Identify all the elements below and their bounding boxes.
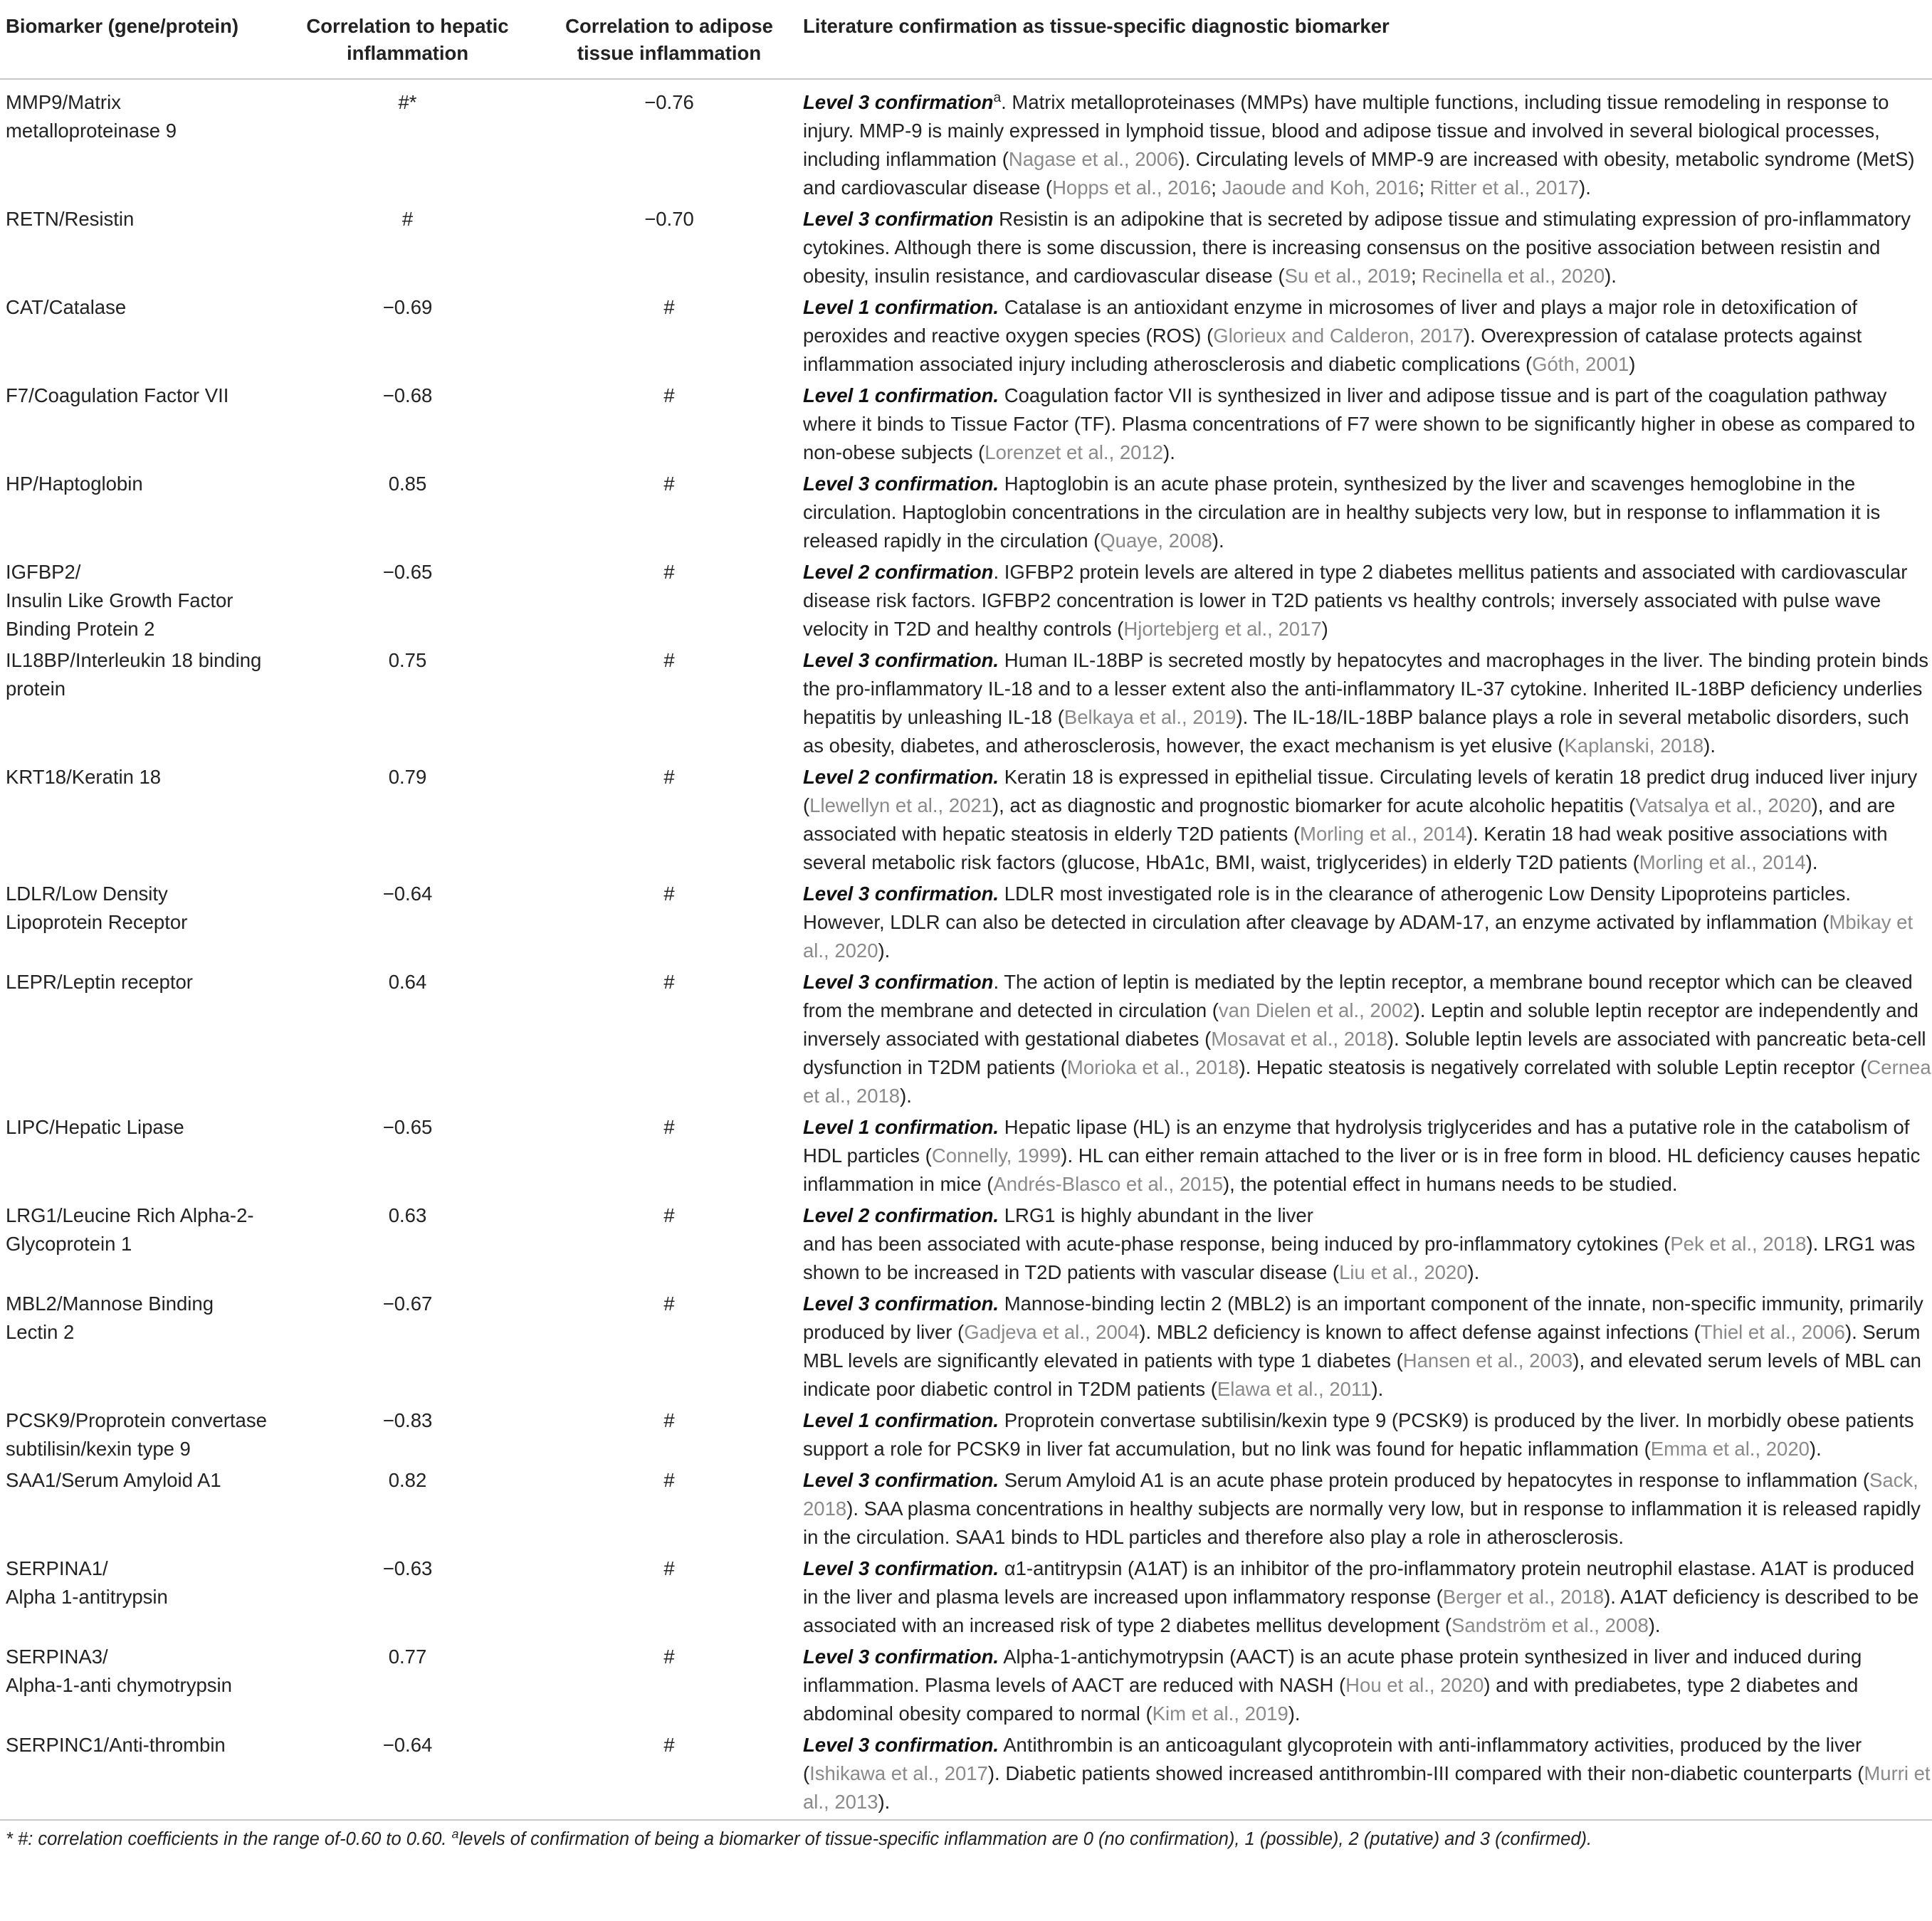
header-adipose-correlation: Correlation to adipose tissue inflammation	[541, 10, 797, 79]
hepatic-correlation: −0.63	[382, 1557, 433, 1579]
literature-confirmation	[797, 381, 1932, 470]
citation: Su et al., 2019	[1284, 265, 1411, 287]
literature-confirmation	[797, 1290, 1932, 1406]
text-segment: ). Serum MBL levels are significantly elevated in patients with type 1 diabetes (	[803, 1321, 1921, 1372]
superscript: a	[451, 1826, 459, 1841]
biomarker-table	[0, 10, 1932, 1852]
biomarker-name	[0, 558, 274, 646]
table-header	[0, 10, 1932, 79]
table-row	[0, 1290, 1932, 1406]
hepatic-correlation: #	[401, 208, 414, 230]
table-row	[0, 1731, 1932, 1820]
hepatic-correlation: −0.83	[382, 1409, 433, 1431]
adipose-correlation: #	[663, 1116, 675, 1138]
text-segment: Keratin 18 is expressed in epithelial tissue. Circulating levels of keratin 18 predict drug induced liver injury (	[803, 766, 1918, 816]
text-segment: ). Diabetic patients showed increased antithrombin-III compared with their non-diabetic counterparts (	[987, 1762, 1864, 1784]
header-biomarker: Biomarker (gene/protein)	[0, 10, 274, 79]
biomarker-name-text: RETN/Resistin	[6, 208, 135, 230]
footnote-row	[0, 1820, 1932, 1852]
adipose-correlation: #	[663, 1409, 675, 1431]
text-segment: * #: correlation coefficients in the range of-0.60 to 0.60.	[6, 1829, 452, 1849]
confirmation-level: Level 1 confirmation.	[803, 1409, 999, 1431]
text-segment: )	[1629, 353, 1636, 375]
biomarker-name	[0, 1643, 274, 1731]
adipose-correlation: #	[663, 1204, 675, 1226]
table-row	[0, 1201, 1932, 1290]
literature-confirmation	[797, 1731, 1932, 1820]
text-segment: ).	[1212, 530, 1224, 552]
adipose-correlation: #	[663, 561, 675, 583]
citation: Nagase et al., 2006	[1008, 148, 1179, 170]
hepatic-correlation: 0.82	[388, 1469, 427, 1491]
citation: Thiel et al., 2006	[1700, 1321, 1845, 1343]
superscript: a	[993, 90, 1002, 105]
citation: Cernea et al., 2018	[803, 1056, 1931, 1107]
confirmation-level: Level 3 confirmation.	[803, 1557, 999, 1579]
text-segment: ).	[1371, 1378, 1384, 1400]
text-segment: Serum Amyloid A1 is an acute phase protein produced by hepatocytes in response to inflammation (	[999, 1469, 1869, 1491]
text-segment: ). SAA plasma concentrations in healthy subjects are normally very low, but in response to inflammation it is released rapidly in the circulation. SAA1 binds to HDL particles and therefore also play a role in atherosclerosis.	[803, 1498, 1921, 1548]
adipose-correlation: −0.70	[644, 208, 694, 230]
table-row	[0, 293, 1932, 381]
citation: Morling et al., 2014	[1300, 823, 1466, 845]
adipose-correlation: #	[663, 1646, 675, 1668]
confirmation-level: Level 3 confirmation.	[803, 649, 999, 671]
adipose-correlation: #	[663, 296, 675, 318]
citation: Emma et al., 2020	[1650, 1438, 1810, 1460]
text-segment: ). Keratin 18 had weak positive associations with several metabolic risk factors (glucose, HbA1c, BMI, waist, triglycerides) in elderly T2D patients (	[803, 823, 1888, 873]
text-segment: ;	[1419, 177, 1430, 199]
citation: Morioka et al., 2018	[1066, 1056, 1239, 1078]
text-segment: Catalase is an antioxidant enzyme in microsomes of liver and plays a major role in detoxification of peroxides and reactive oxygen species (ROS) (	[803, 296, 1858, 347]
literature-confirmation	[797, 968, 1932, 1113]
table-row	[0, 470, 1932, 558]
literature-confirmation	[797, 558, 1932, 646]
text-segment: Coagulation factor VII is synthesized in liver and adipose tissue and is part of the coagulation pathway where it binds to Tissue Factor (TF). Plasma concentrations of F7 were shown to be significantly higher in obese as compared to non-obese subjects (	[803, 384, 1916, 463]
text-segment: ).	[900, 1085, 912, 1107]
literature-confirmation	[797, 1406, 1932, 1466]
biomarker-name	[0, 1406, 274, 1466]
text-segment: ), and are associated with hepatic steatosis in elderly T2D patients (	[803, 794, 1896, 845]
text-segment: ).	[1467, 1261, 1480, 1283]
text-segment: . IGFBP2 protein levels are altered in type 2 diabetes mellitus patients and associated with cardiovascular disease risk factors. IGFBP2 concentration is lower in T2D patients vs healthy controls; inversely associated with pulse wave velocity in T2D and healthy controls (	[803, 561, 1908, 640]
confirmation-level: Level 2 confirmation.	[803, 1204, 999, 1226]
text-segment: )	[1321, 618, 1328, 640]
literature-confirmation	[797, 79, 1932, 205]
adipose-correlation: #	[663, 766, 675, 788]
text-segment: ).	[1605, 265, 1617, 287]
citation: Hou et al., 2020	[1345, 1674, 1484, 1696]
biomarker-name	[0, 79, 274, 205]
biomarker-name	[0, 1113, 274, 1201]
literature-confirmation	[797, 1466, 1932, 1554]
text-segment: ). A1AT deficiency is described to be associated with an increased risk of type 2 diabetes mellitus development (	[803, 1586, 1919, 1636]
hepatic-correlation: −0.68	[382, 384, 433, 406]
citation: Gadjeva et al., 2004	[964, 1321, 1140, 1343]
biomarker-name-text: IL18BP/Interleukin 18 binding protein	[6, 649, 262, 700]
citation: Liu et al., 2020	[1339, 1261, 1468, 1283]
text-segment: ). HL can either remain attached to the liver or is in free form in blood. HL deficiency causes hepatic inflammation in mice (	[803, 1144, 1921, 1195]
hepatic-correlation: 0.77	[388, 1646, 427, 1668]
citation: Hansen et al., 2003	[1402, 1349, 1573, 1372]
table-row	[0, 880, 1932, 968]
confirmation-level: Level 2 confirmation	[803, 561, 994, 583]
citation: Berger et al., 2018	[1442, 1586, 1605, 1608]
text-segment: ), act as diagnostic and prognostic biomarker for acute alcoholic hepatitis (	[992, 794, 1636, 816]
citation: Murri et al., 2013	[803, 1762, 1931, 1813]
biomarker-name-text: LIPC/Hepatic Lipase	[6, 1116, 184, 1138]
text-segment: Antithrombin is an anticoagulant glycoprotein with anti-inflammatory activities, produced by the liver (	[803, 1734, 1862, 1784]
hepatic-correlation: 0.79	[388, 766, 427, 788]
header-literature-confirmation: Literature confirmation as tissue-specific diagnostic biomarker	[797, 10, 1932, 79]
hepatic-correlation: −0.64	[382, 1734, 433, 1756]
table-row	[0, 205, 1932, 293]
biomarker-name-text: IGFBP2/	[6, 561, 81, 583]
table-row	[0, 79, 1932, 205]
biomarker-name-text: SERPINC1/Anti-thrombin	[6, 1734, 226, 1756]
adipose-correlation: #	[663, 883, 675, 905]
table-row	[0, 381, 1932, 470]
biomarker-name	[0, 1554, 274, 1643]
adipose-correlation: #	[663, 384, 675, 406]
citation: Ritter et al., 2017	[1429, 177, 1580, 199]
table-row	[0, 763, 1932, 880]
citation: Vatsalya et al., 2020	[1635, 794, 1812, 816]
text-segment: ). Overexpression of catalase protects against inflammation associated injury including atherosclerosis and diabetic complications (	[803, 325, 1862, 375]
confirmation-level: Level 3 confirmation.	[803, 1646, 999, 1668]
biomarker-name-text: LEPR/Leptin receptor	[6, 971, 193, 993]
text-segment: Proprotein convertase subtilisin/kexin type 9 (PCSK9) is produced by the liver. In morbidly obese patients support a role for PCSK9 in liver fat accumulation, but no link was found for hepatic inflammation (	[803, 1409, 1914, 1460]
citation: Mbikay et al., 2020	[803, 911, 1913, 962]
citation: Sandström et al., 2008	[1451, 1614, 1649, 1636]
table-row	[0, 646, 1932, 763]
confirmation-level: Level 3 confirmation	[803, 91, 994, 113]
citation: Llewellyn et al., 2021	[809, 794, 993, 816]
text-segment: Human IL-18BP is secreted mostly by hepatocytes and macrophages in the liver. The binding protein binds the pro-inflammatory IL-18 and to a lesser extent also the anti-inflammatory IL-37 cytokine. Inherited IL-18BP deficiency underlies hepatitis by unleashing IL-18 (	[803, 649, 1929, 728]
confirmation-level: Level 2 confirmation.	[803, 766, 999, 788]
biomarker-name-text: SERPINA3/	[6, 1646, 108, 1668]
citation: Hjortebjerg et al., 2017	[1123, 618, 1322, 640]
text-segment: ).	[1648, 1614, 1661, 1636]
citation: Góth, 2001	[1532, 353, 1629, 375]
text-segment: ).	[1288, 1702, 1301, 1725]
literature-confirmation	[797, 880, 1932, 968]
citation: Kim et al., 2019	[1152, 1702, 1288, 1725]
literature-confirmation	[797, 763, 1932, 880]
table-body	[0, 79, 1932, 1820]
hepatic-correlation: 0.85	[388, 473, 427, 495]
header-hepatic-correlation: Correlation to hepatic inflammation	[274, 10, 541, 79]
text-segment: ).	[1579, 177, 1591, 199]
confirmation-level: Level 3 confirmation.	[803, 1293, 999, 1315]
text-segment: ).	[1809, 1438, 1822, 1460]
table-footer	[0, 1820, 1932, 1852]
citation: Belkaya et al., 2019	[1064, 706, 1237, 728]
confirmation-level: Level 3 confirmation	[803, 208, 994, 230]
text-segment: and has been associated with acute-phase response, being induced by pro-inflammatory cytokines (	[803, 1233, 1671, 1255]
biomarker-name-text: LDLR/Low Density Lipoprotein Receptor	[6, 883, 188, 933]
text-segment: LDLR most investigated role is in the clearance of atherogenic Low Density Lipoproteins particles. However, LDLR can also be detected in circulation after cleavage by ADAM-17, an enzyme activated by inflammation (	[803, 883, 1851, 933]
citation: Sack, 2018	[803, 1469, 1918, 1520]
literature-confirmation	[797, 1113, 1932, 1201]
hepatic-correlation: −0.65	[382, 561, 433, 583]
hepatic-correlation: −0.65	[382, 1116, 433, 1138]
confirmation-level: Level 3 confirmation.	[803, 473, 999, 495]
text-segment: ).	[1163, 441, 1175, 463]
literature-confirmation	[797, 470, 1932, 558]
biomarker-name-text: MMP9/Matrix metalloproteinase 9	[6, 91, 177, 142]
hepatic-correlation: −0.69	[382, 296, 433, 318]
text-segment: ).	[1805, 851, 1818, 873]
biomarker-name-text: SAA1/Serum Amyloid A1	[6, 1469, 221, 1491]
biomarker-name	[0, 381, 274, 470]
literature-confirmation	[797, 1643, 1932, 1731]
biomarker-name	[0, 763, 274, 880]
citation: Pek et al., 2018	[1670, 1233, 1807, 1255]
table-row	[0, 1466, 1932, 1554]
biomarker-name-text: LRG1/Leucine Rich Alpha-2-Glycoprotein 1	[6, 1204, 254, 1255]
confirmation-level: Level 3 confirmation	[803, 971, 994, 993]
citation: Lorenzet et al., 2012	[985, 441, 1164, 463]
text-segment: Alpha-1-antichymotrypsin (AACT) is an acute phase protein synthesized in liver and induced during inflammation. Plasma levels of AACT are reduced with NASH (	[803, 1646, 1862, 1696]
text-segment: ). Soluble leptin levels are associated with pancreatic beta-cell dysfunction in T2DM patients (	[803, 1028, 1926, 1078]
citation: Andrés-Blasco et al., 2015	[993, 1173, 1224, 1195]
confirmation-level: Level 1 confirmation.	[803, 384, 999, 406]
literature-confirmation	[797, 1201, 1932, 1290]
adipose-correlation: −0.76	[644, 91, 694, 113]
text-segment: ). LRG1 was shown to be increased in T2D patients with vascular disease (	[803, 1233, 1916, 1283]
citation: Elawa et al., 2011	[1217, 1378, 1372, 1400]
text-segment: levels of confirmation of being a biomarker of tissue-specific inflammation are 0 (no confirmation), 1 (possible), 2 (putative) and 3 (confirmed).	[458, 1829, 1592, 1849]
literature-confirmation	[797, 1554, 1932, 1643]
confirmation-level: Level 1 confirmation.	[803, 296, 999, 318]
hepatic-correlation: −0.64	[382, 883, 433, 905]
text-segment: ;	[1211, 177, 1222, 199]
hepatic-correlation: −0.67	[382, 1293, 433, 1315]
adipose-correlation: #	[663, 971, 675, 993]
text-segment: ). The IL-18/IL-18BP balance plays a role in several metabolic disorders, such as obesity, diabetes, and atherosclerosis, however, the exact mechanism is yet elusive (	[803, 706, 1909, 757]
text-segment: Hepatic lipase (HL) is an enzyme that hydrolysis triglycerides and has a putative role in the catabolism of HDL particles (	[803, 1116, 1910, 1167]
biomarker-name	[0, 1466, 274, 1554]
adipose-correlation: #	[663, 473, 675, 495]
biomarker-name	[0, 293, 274, 381]
biomarker-name	[0, 205, 274, 293]
biomarker-name-text: Alpha 1-antitrypsin	[6, 1586, 168, 1608]
hepatic-correlation: 0.75	[388, 649, 427, 671]
biomarker-name-text: SERPINA1/	[6, 1557, 108, 1579]
citation: Ishikawa et al., 2017	[809, 1762, 988, 1784]
text-segment: . Matrix metalloproteinases (MMPs) have multiple functions, including tissue remodeling in response to injury. MMP-9 is mainly expressed in lymphoid tissue, blood and adipose tissue and involved in several biological processes, including inflammation (	[803, 91, 1889, 170]
table-row	[0, 558, 1932, 646]
citation: Kaplanski, 2018	[1564, 735, 1704, 757]
confirmation-level: Level 3 confirmation.	[803, 883, 999, 905]
text-segment: ).	[878, 1791, 891, 1813]
text-segment: ) and with prediabetes, type 2 diabetes and abdominal obesity compared to normal (	[803, 1674, 1859, 1725]
literature-confirmation	[797, 293, 1932, 381]
biomarker-name	[0, 470, 274, 558]
adipose-correlation: #	[663, 1734, 675, 1756]
text-segment: ). MBL2 deficiency is known to affect defense against infections (	[1139, 1321, 1701, 1343]
adipose-correlation: #	[663, 1293, 675, 1315]
biomarker-name	[0, 968, 274, 1113]
text-segment: ). Leptin and soluble leptin receptor are independently and inversely associated with gestational diabetes (	[803, 999, 1918, 1050]
citation: van Dielen et al., 2002	[1218, 999, 1414, 1021]
confirmation-level: Level 3 confirmation.	[803, 1469, 999, 1491]
citation: Hopps et al., 2016	[1052, 177, 1212, 199]
text-segment: ).	[1703, 735, 1716, 757]
table-row	[0, 1406, 1932, 1466]
hepatic-correlation: #*	[398, 91, 417, 113]
confirmation-level: Level 1 confirmation.	[803, 1116, 999, 1138]
literature-confirmation	[797, 205, 1932, 293]
biomarker-name-text: HP/Haptoglobin	[6, 473, 143, 495]
text-segment: Resistin is an adipokine that is secreted by adipose tissue and stimulating expression of pro-inflammatory cytokines. Although there is some discussion, there is increasing consensus on the positive association between resistin and obesity, insulin resistance, and cardiovascular disease (	[803, 208, 1911, 287]
biomarker-name-text: Alpha-1-anti chymotrypsin	[6, 1674, 232, 1696]
text-segment: . The action of leptin is mediated by the leptin receptor, a membrane bound receptor which can be cleaved from the membrane and detected in circulation (	[803, 971, 1913, 1021]
citation: Glorieux and Calderon, 2017	[1213, 325, 1464, 347]
biomarker-name	[0, 1201, 274, 1290]
biomarker-name-text: MBL2/Mannose Binding Lectin 2	[6, 1293, 214, 1343]
literature-confirmation	[797, 646, 1932, 763]
citation: Jaoude and Koh, 2016	[1222, 177, 1419, 199]
adipose-correlation: #	[663, 1469, 675, 1491]
biomarker-name-text: KRT18/Keratin 18	[6, 766, 162, 788]
text-segment: LRG1 is highly abundant in the liver	[999, 1204, 1313, 1226]
text-segment: Haptoglobin is an acute phase protein, synthesized by the liver and scavenges hemoglobine in the circulation. Haptoglobin concentrations in the circulation are in healthy subjects very low, but in response to inflammation it is released rapidly in the circulation (	[803, 473, 1881, 552]
biomarker-name-text: PCSK9/Proprotein convertase subtilisin/kexin type 9	[6, 1409, 267, 1460]
text-segment: ), and elevated serum levels of MBL can indicate poor diabetic control in T2DM patients (	[803, 1349, 1921, 1400]
biomarker-name-text: CAT/Catalase	[6, 296, 127, 318]
text-segment: α1-antitrypsin (A1AT) is an inhibitor of the pro-inflammatory protein neutrophil elastase. A1AT is produced in the liver and plasma levels are increased upon inflammatory response (	[803, 1557, 1915, 1608]
text-segment: ). Hepatic steatosis is negatively correlated with soluble Leptin receptor (	[1239, 1056, 1867, 1078]
biomarker-name	[0, 646, 274, 763]
citation: Mosavat et al., 2018	[1211, 1028, 1387, 1050]
table-row	[0, 1113, 1932, 1201]
table-footnote	[0, 1820, 1932, 1852]
citation: Quaye, 2008	[1100, 530, 1212, 552]
adipose-correlation: #	[663, 1557, 675, 1579]
confirmation-level: Level 3 confirmation.	[803, 1734, 999, 1756]
biomarker-name	[0, 880, 274, 968]
header-row	[0, 10, 1932, 79]
biomarker-name-text: Insulin Like Growth Factor Binding Protein 2	[6, 589, 233, 640]
adipose-correlation: #	[663, 649, 675, 671]
biomarker-name-text: F7/Coagulation Factor VII	[6, 384, 229, 406]
text-segment: Mannose-binding lectin 2 (MBL2) is an important component of the innate, non-specific immunity, primarily produced by liver (	[803, 1293, 1923, 1343]
biomarker-name	[0, 1731, 274, 1820]
hepatic-correlation: 0.64	[388, 971, 427, 993]
table-row	[0, 1643, 1932, 1731]
text-segment: ). Circulating levels of MMP-9 are increased with obesity, metabolic syndrome (MetS) and cardiovascular disease (	[803, 148, 1915, 199]
citation: Recinella et al., 2020	[1422, 265, 1605, 287]
biomarker-name	[0, 1290, 274, 1406]
citation: Morling et al., 2014	[1639, 851, 1806, 873]
text-segment: ;	[1411, 265, 1422, 287]
citation: Connelly, 1999	[931, 1144, 1061, 1167]
text-segment: ).	[878, 940, 891, 962]
text-segment: ), the potential effect in humans needs to be studied.	[1223, 1173, 1678, 1195]
table-row	[0, 968, 1932, 1113]
hepatic-correlation: 0.63	[388, 1204, 427, 1226]
table-row	[0, 1554, 1932, 1643]
